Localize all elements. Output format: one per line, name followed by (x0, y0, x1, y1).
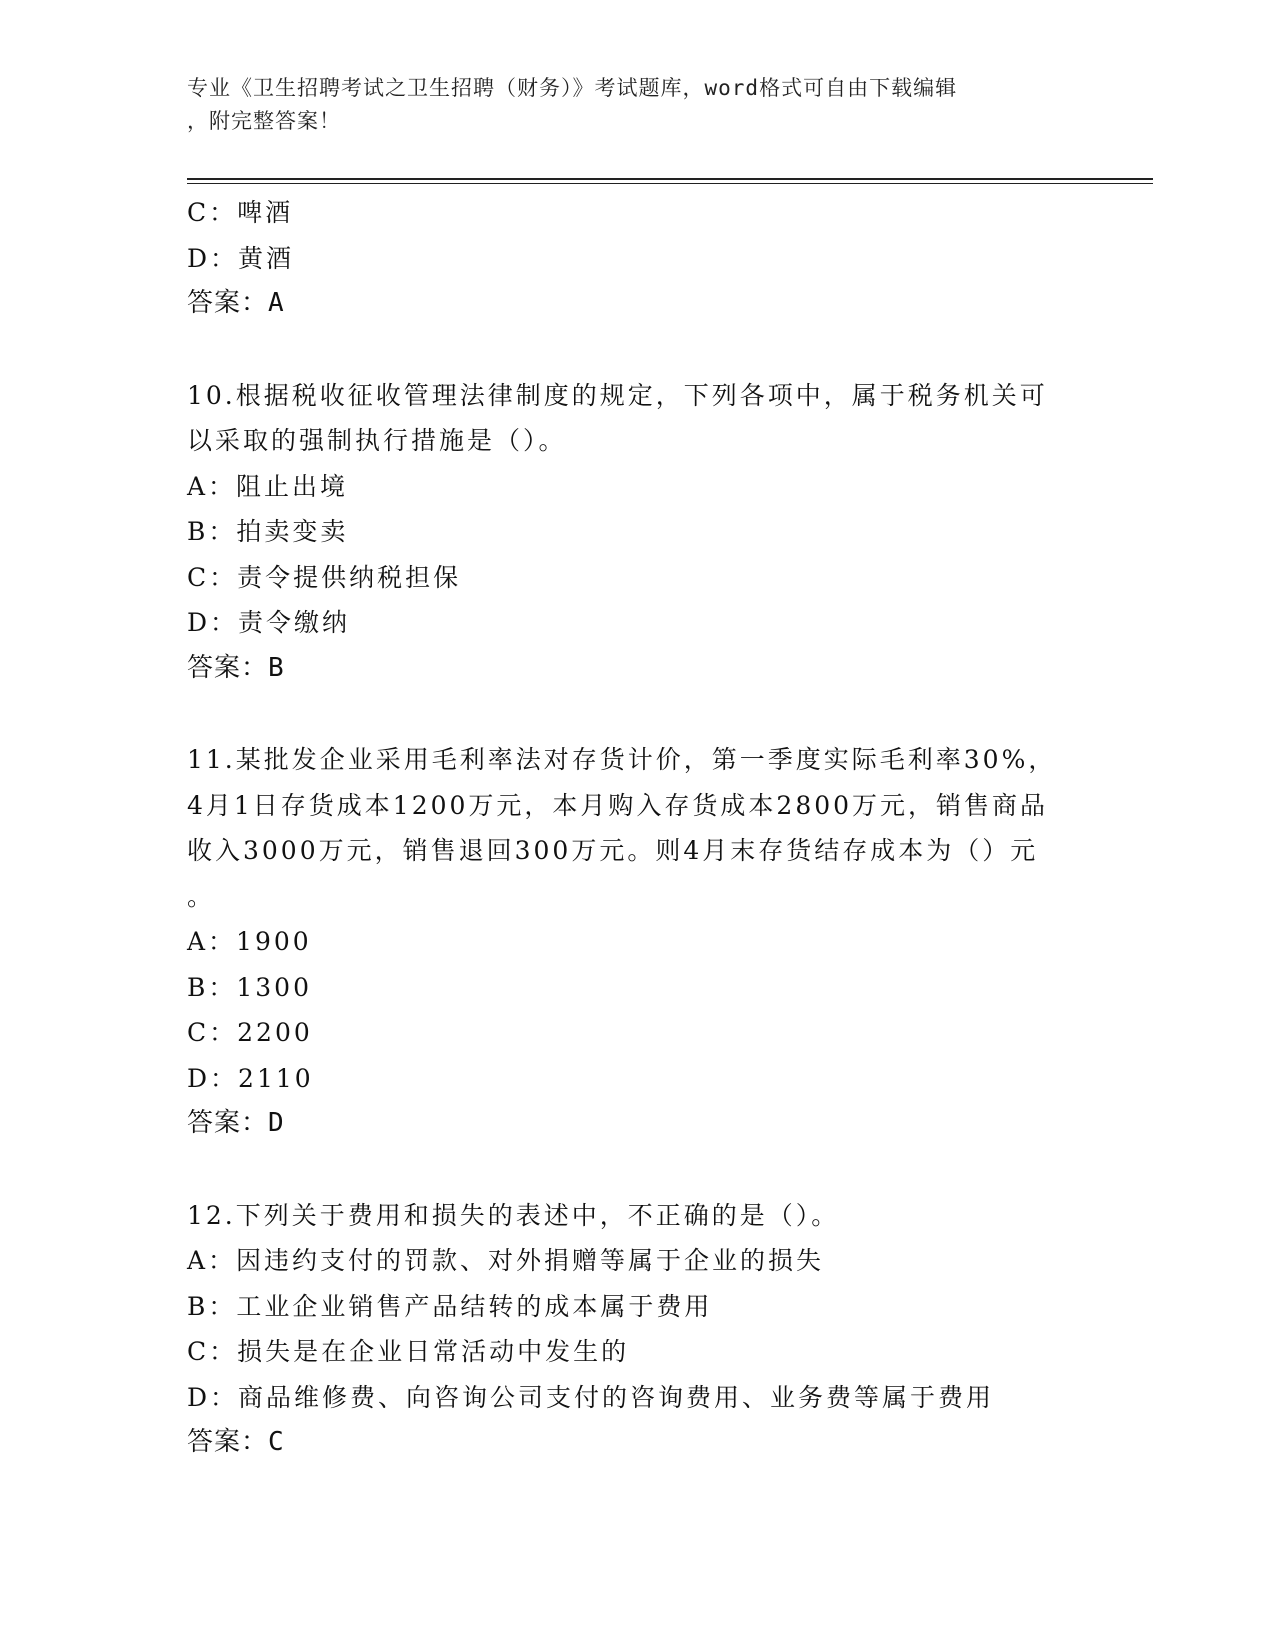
option-d: D：责令缴纳 (187, 608, 351, 637)
answer-line: 答案：C (187, 1427, 285, 1457)
question-12 (187, 1193, 1087, 1466)
option-c: C：2200 (187, 1018, 313, 1047)
option-a: A：1900 (187, 927, 312, 956)
spacer (187, 691, 1087, 737)
option-b: B：工业企业销售产品结转的成本属于费用 (187, 1291, 713, 1321)
header-line-1: 专业《卫生招聘考试之卫生招聘（财务）》考试题库，word格式可自由下载编辑 (187, 76, 958, 100)
question-11 (187, 737, 1087, 1147)
option-a: A：阻止出境 (187, 471, 349, 501)
option-c: C：啤酒 (187, 198, 294, 227)
question-content (187, 190, 1087, 1466)
header-divider-thin (187, 183, 1153, 184)
answer-line: 答案：A (187, 288, 285, 318)
answer-line: 答案：D (187, 1108, 285, 1138)
option-c: C：责令提供纳税担保 (187, 562, 462, 592)
spacer (187, 1147, 1087, 1193)
question-stem: 4月1日存货成本1200万元，本月购入存货成本2800万元，销售商品 (187, 790, 1049, 820)
question-9-continued (187, 190, 1087, 327)
question-stem: 以采取的强制执行措施是（）。 (187, 426, 567, 455)
option-b: B：拍卖变卖 (187, 517, 349, 546)
question-stem: 收入3000万元，销售退回300万元。则4月末存货结存成本为（）元 (187, 836, 1039, 865)
option-c: C：损失是在企业日常活动中发生的 (187, 1337, 630, 1366)
option-a: A：因违约支付的罚款、对外捐赠等属于企业的损失 (187, 1246, 825, 1275)
option-d: D：商品维修费、向咨询公司支付的咨询费用、业务费等属于费用 (187, 1382, 995, 1412)
question-stem: 12.下列关于费用和损失的表述中，不正确的是（）。 (187, 1200, 840, 1230)
document-header (187, 72, 1067, 138)
header-divider-thick (187, 178, 1153, 180)
question-10 (187, 373, 1087, 692)
header-line-2: ，附完整答案！ (187, 109, 341, 133)
answer-line: 答案：B (187, 652, 285, 683)
option-d: D：2110 (187, 1063, 314, 1093)
spacer (187, 327, 1087, 373)
option-d: D：黄酒 (187, 243, 295, 273)
option-b: B：1300 (187, 972, 312, 1002)
question-stem: 10.根据税收征收管理法律制度的规定，下列各项中，属于税务机关可 (187, 380, 1048, 410)
question-stem: 。 (187, 881, 216, 911)
question-stem: 11.某批发企业采用毛利率法对存货计价，第一季度实际毛利率30%， (187, 745, 1057, 774)
